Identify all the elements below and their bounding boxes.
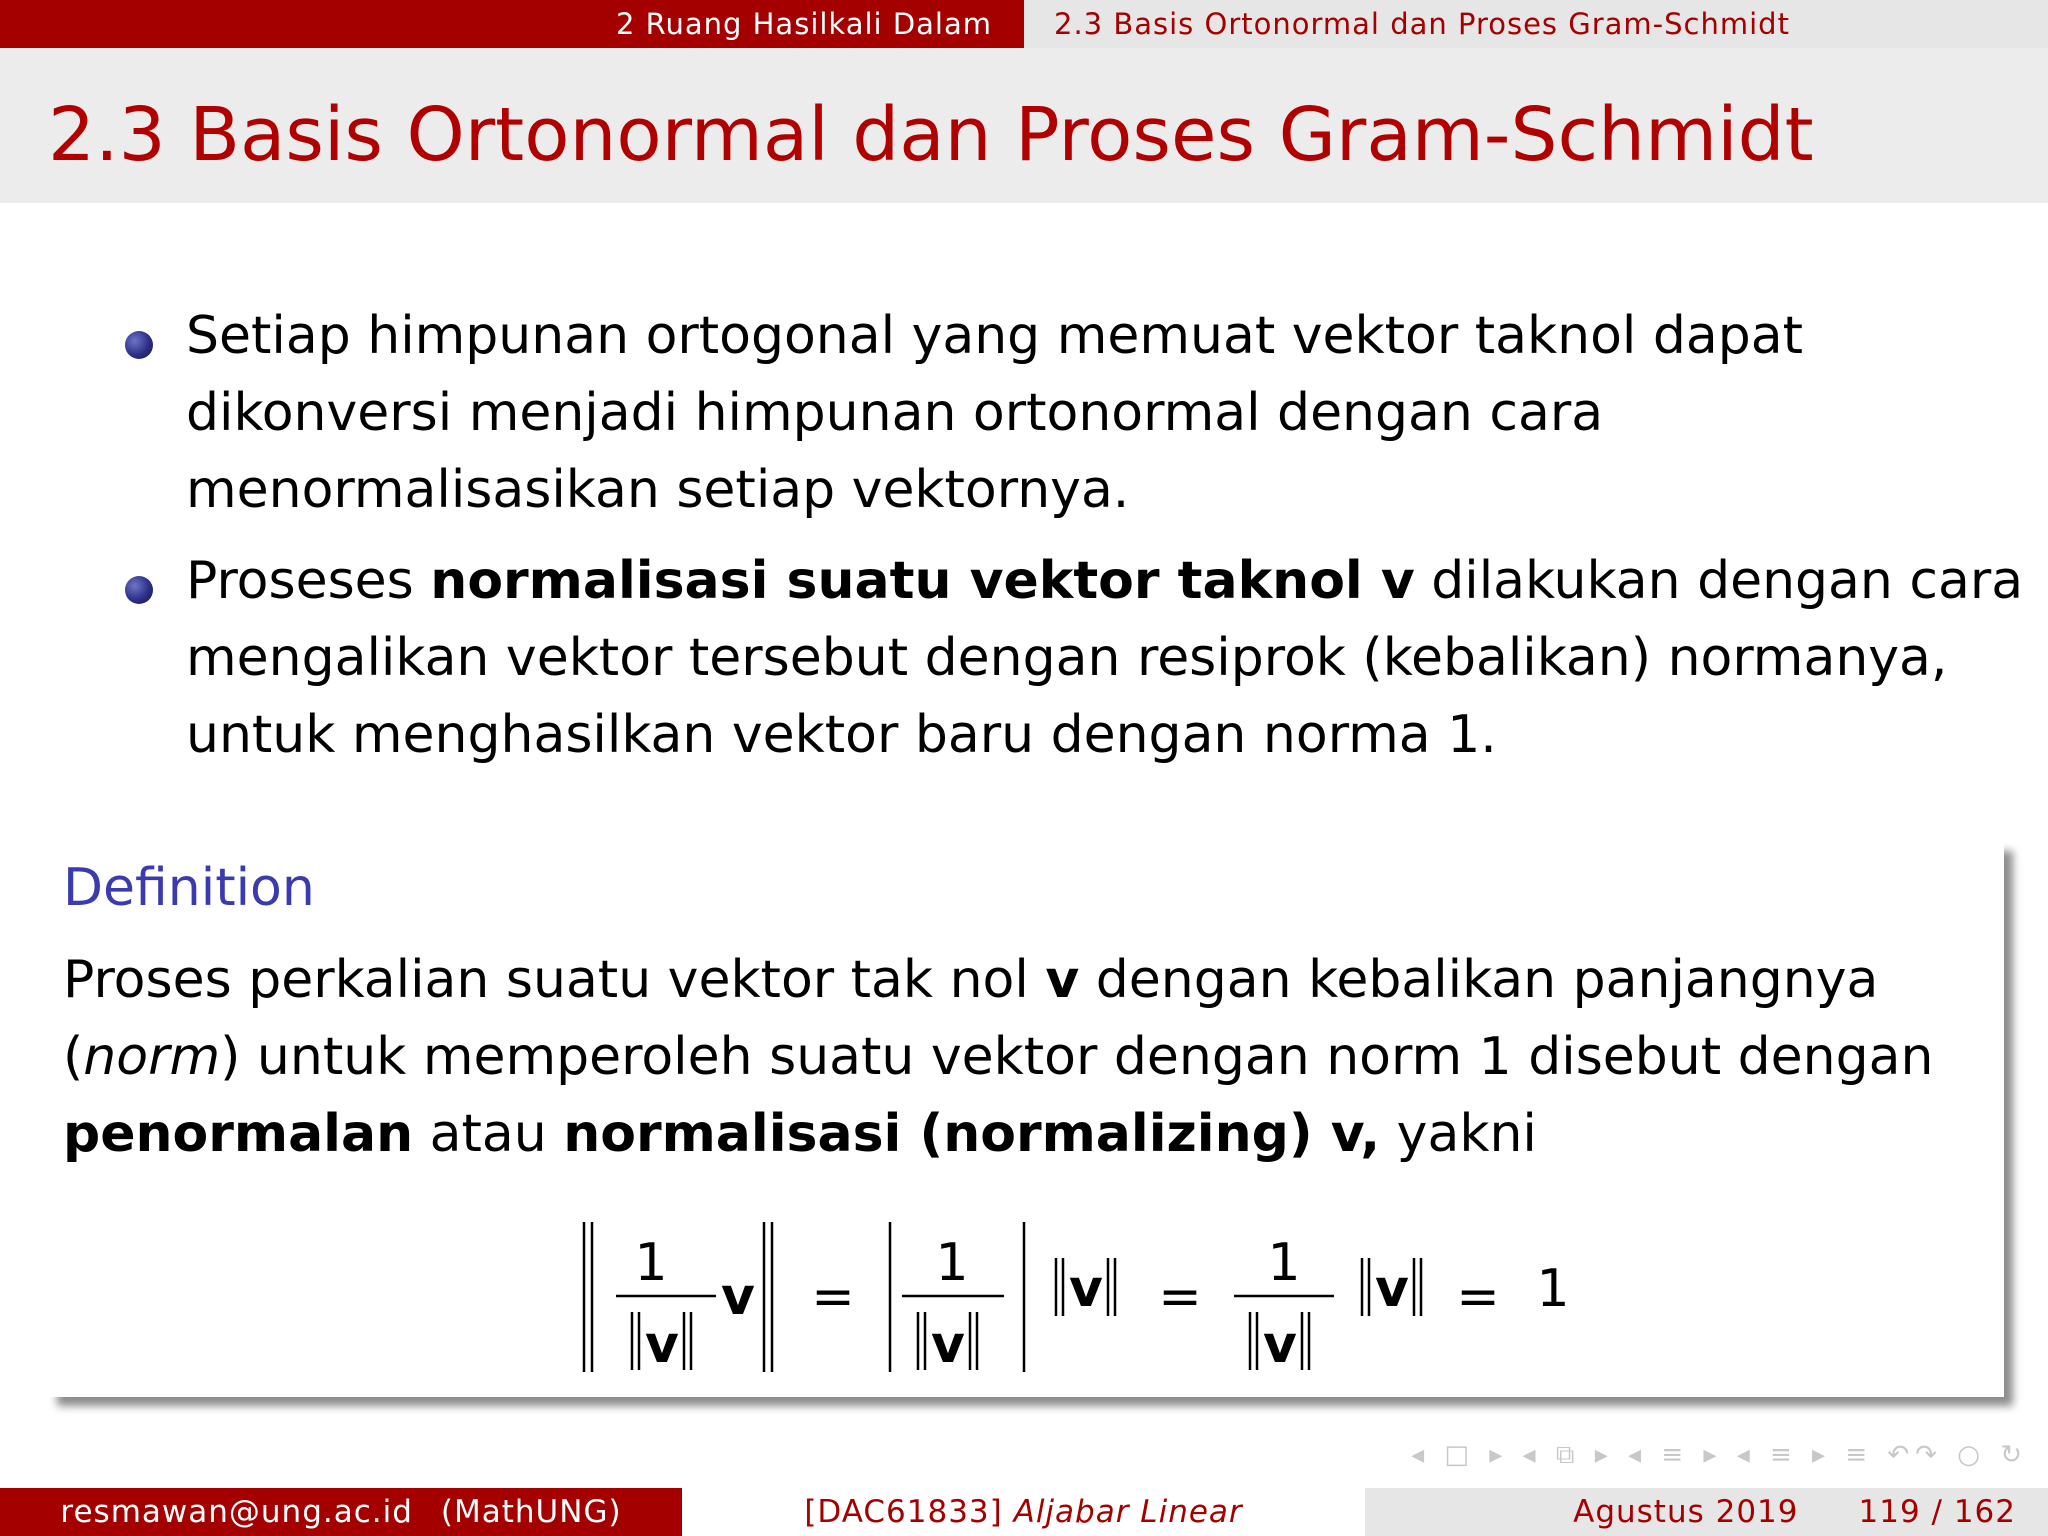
footer-date-box bbox=[1365, 1488, 2048, 1536]
bullet-item-1 bbox=[0, 298, 2048, 529]
definition-text: ) untuk memperoleh suatu vektor dengan norm 1 disebut dengan bbox=[220, 1027, 1934, 1087]
bullet-text-line: mengalikan vektor tersebut dengan resiprok (kebalikan) normanya, bbox=[186, 628, 1948, 688]
formula-numerator: 1 bbox=[634, 1233, 668, 1293]
definition-body bbox=[63, 942, 1933, 1173]
footer-title-box bbox=[682, 1488, 1365, 1536]
formula-numerator: 1 bbox=[935, 1233, 969, 1293]
footer-course-code: [DAC61833] bbox=[804, 1494, 1003, 1530]
definition-line-3 bbox=[63, 1096, 1933, 1173]
bullet-bold-text: normalisasi suatu vektor taknol v bbox=[430, 551, 1415, 611]
definition-bold-text: penormalan bbox=[63, 1104, 414, 1164]
formula-vector: v bbox=[931, 1315, 965, 1375]
definition-italic-text: norm bbox=[83, 1027, 221, 1087]
formula-equals: = bbox=[1158, 1267, 1202, 1327]
definition-text: dengan kebalikan panjangnya bbox=[1079, 950, 1879, 1010]
definition-bold-text: normalisasi (normalizing) v, bbox=[563, 1104, 1381, 1164]
footer-author-box bbox=[0, 1488, 682, 1536]
formula-equals: = bbox=[1456, 1267, 1500, 1327]
definition-bold-text: v bbox=[1045, 950, 1080, 1010]
definition-title: Definition bbox=[63, 858, 315, 918]
footer-institute: (MathUNG) bbox=[440, 1494, 622, 1530]
bullet-text-line: untuk menghasilkan vektor baru dengan norma 1. bbox=[186, 705, 1497, 765]
beamer-navigation-icons[interactable]: ◂ □ ▸ ◂ ⧉ ▸ ◂ ≡ ▸ ◂ ≡ ▸ ≡ ↶↷ ○ ↻ bbox=[1411, 1440, 2028, 1470]
footer-course-name: Aljabar Linear bbox=[1013, 1494, 1243, 1530]
bullet-text-line: dikonversi menjadi himpunan ortonormal dengan cara bbox=[186, 383, 1604, 443]
definition-block bbox=[48, 842, 2004, 1397]
formula-result: 1 bbox=[1536, 1259, 1570, 1319]
headline-subsection[interactable]: 2.3 Basis Ortonormal dan Proses Gram-Schmidt bbox=[1024, 0, 2048, 48]
formula-vector: v bbox=[1263, 1315, 1297, 1375]
bullet-text: Proseses bbox=[186, 551, 431, 611]
bullet-ball-icon bbox=[125, 331, 153, 359]
footline bbox=[0, 1488, 2048, 1536]
bullet-item-2 bbox=[0, 543, 2048, 774]
definition-text: ( bbox=[63, 1027, 84, 1087]
normalization-formula bbox=[528, 1202, 1608, 1382]
frame-title-bar bbox=[0, 48, 2048, 203]
bullet-text: dilakukan dengan cara bbox=[1414, 551, 2024, 611]
formula-vector: v bbox=[1069, 1259, 1103, 1319]
definition-line-2 bbox=[63, 1019, 1933, 1096]
definition-text: Proses perkalian suatu vektor tak nol bbox=[63, 950, 1046, 1010]
bullet-text-line bbox=[186, 543, 2048, 620]
formula-numerator: 1 bbox=[1267, 1233, 1301, 1293]
formula-equals: = bbox=[811, 1267, 855, 1327]
frame-title: 2.3 Basis Ortonormal dan Proses Gram-Schmidt bbox=[48, 92, 1814, 178]
footer-page-number: 119 / 162 bbox=[1858, 1494, 2016, 1530]
bullet-list bbox=[0, 298, 2048, 788]
definition-line-1 bbox=[63, 942, 1933, 1019]
headline-section[interactable]: 2 Ruang Hasilkali Dalam bbox=[0, 0, 1024, 48]
formula-vector: v bbox=[1375, 1259, 1409, 1319]
bullet-text-line: menormalisasikan setiap vektornya. bbox=[186, 460, 1130, 520]
footer-date: Agustus 2019 bbox=[1573, 1494, 1799, 1530]
footer-author: resmawan@ung.ac.id bbox=[60, 1494, 413, 1530]
definition-text: yakni bbox=[1380, 1104, 1537, 1164]
headline-bar bbox=[0, 0, 2048, 48]
formula-vector: v bbox=[721, 1267, 755, 1327]
bullet-ball-icon bbox=[125, 576, 153, 604]
formula-vector: v bbox=[645, 1315, 679, 1375]
bullet-text-line: Setiap himpunan ortogonal yang memuat vektor taknol dapat bbox=[186, 306, 1804, 366]
definition-text: atau bbox=[413, 1104, 564, 1164]
